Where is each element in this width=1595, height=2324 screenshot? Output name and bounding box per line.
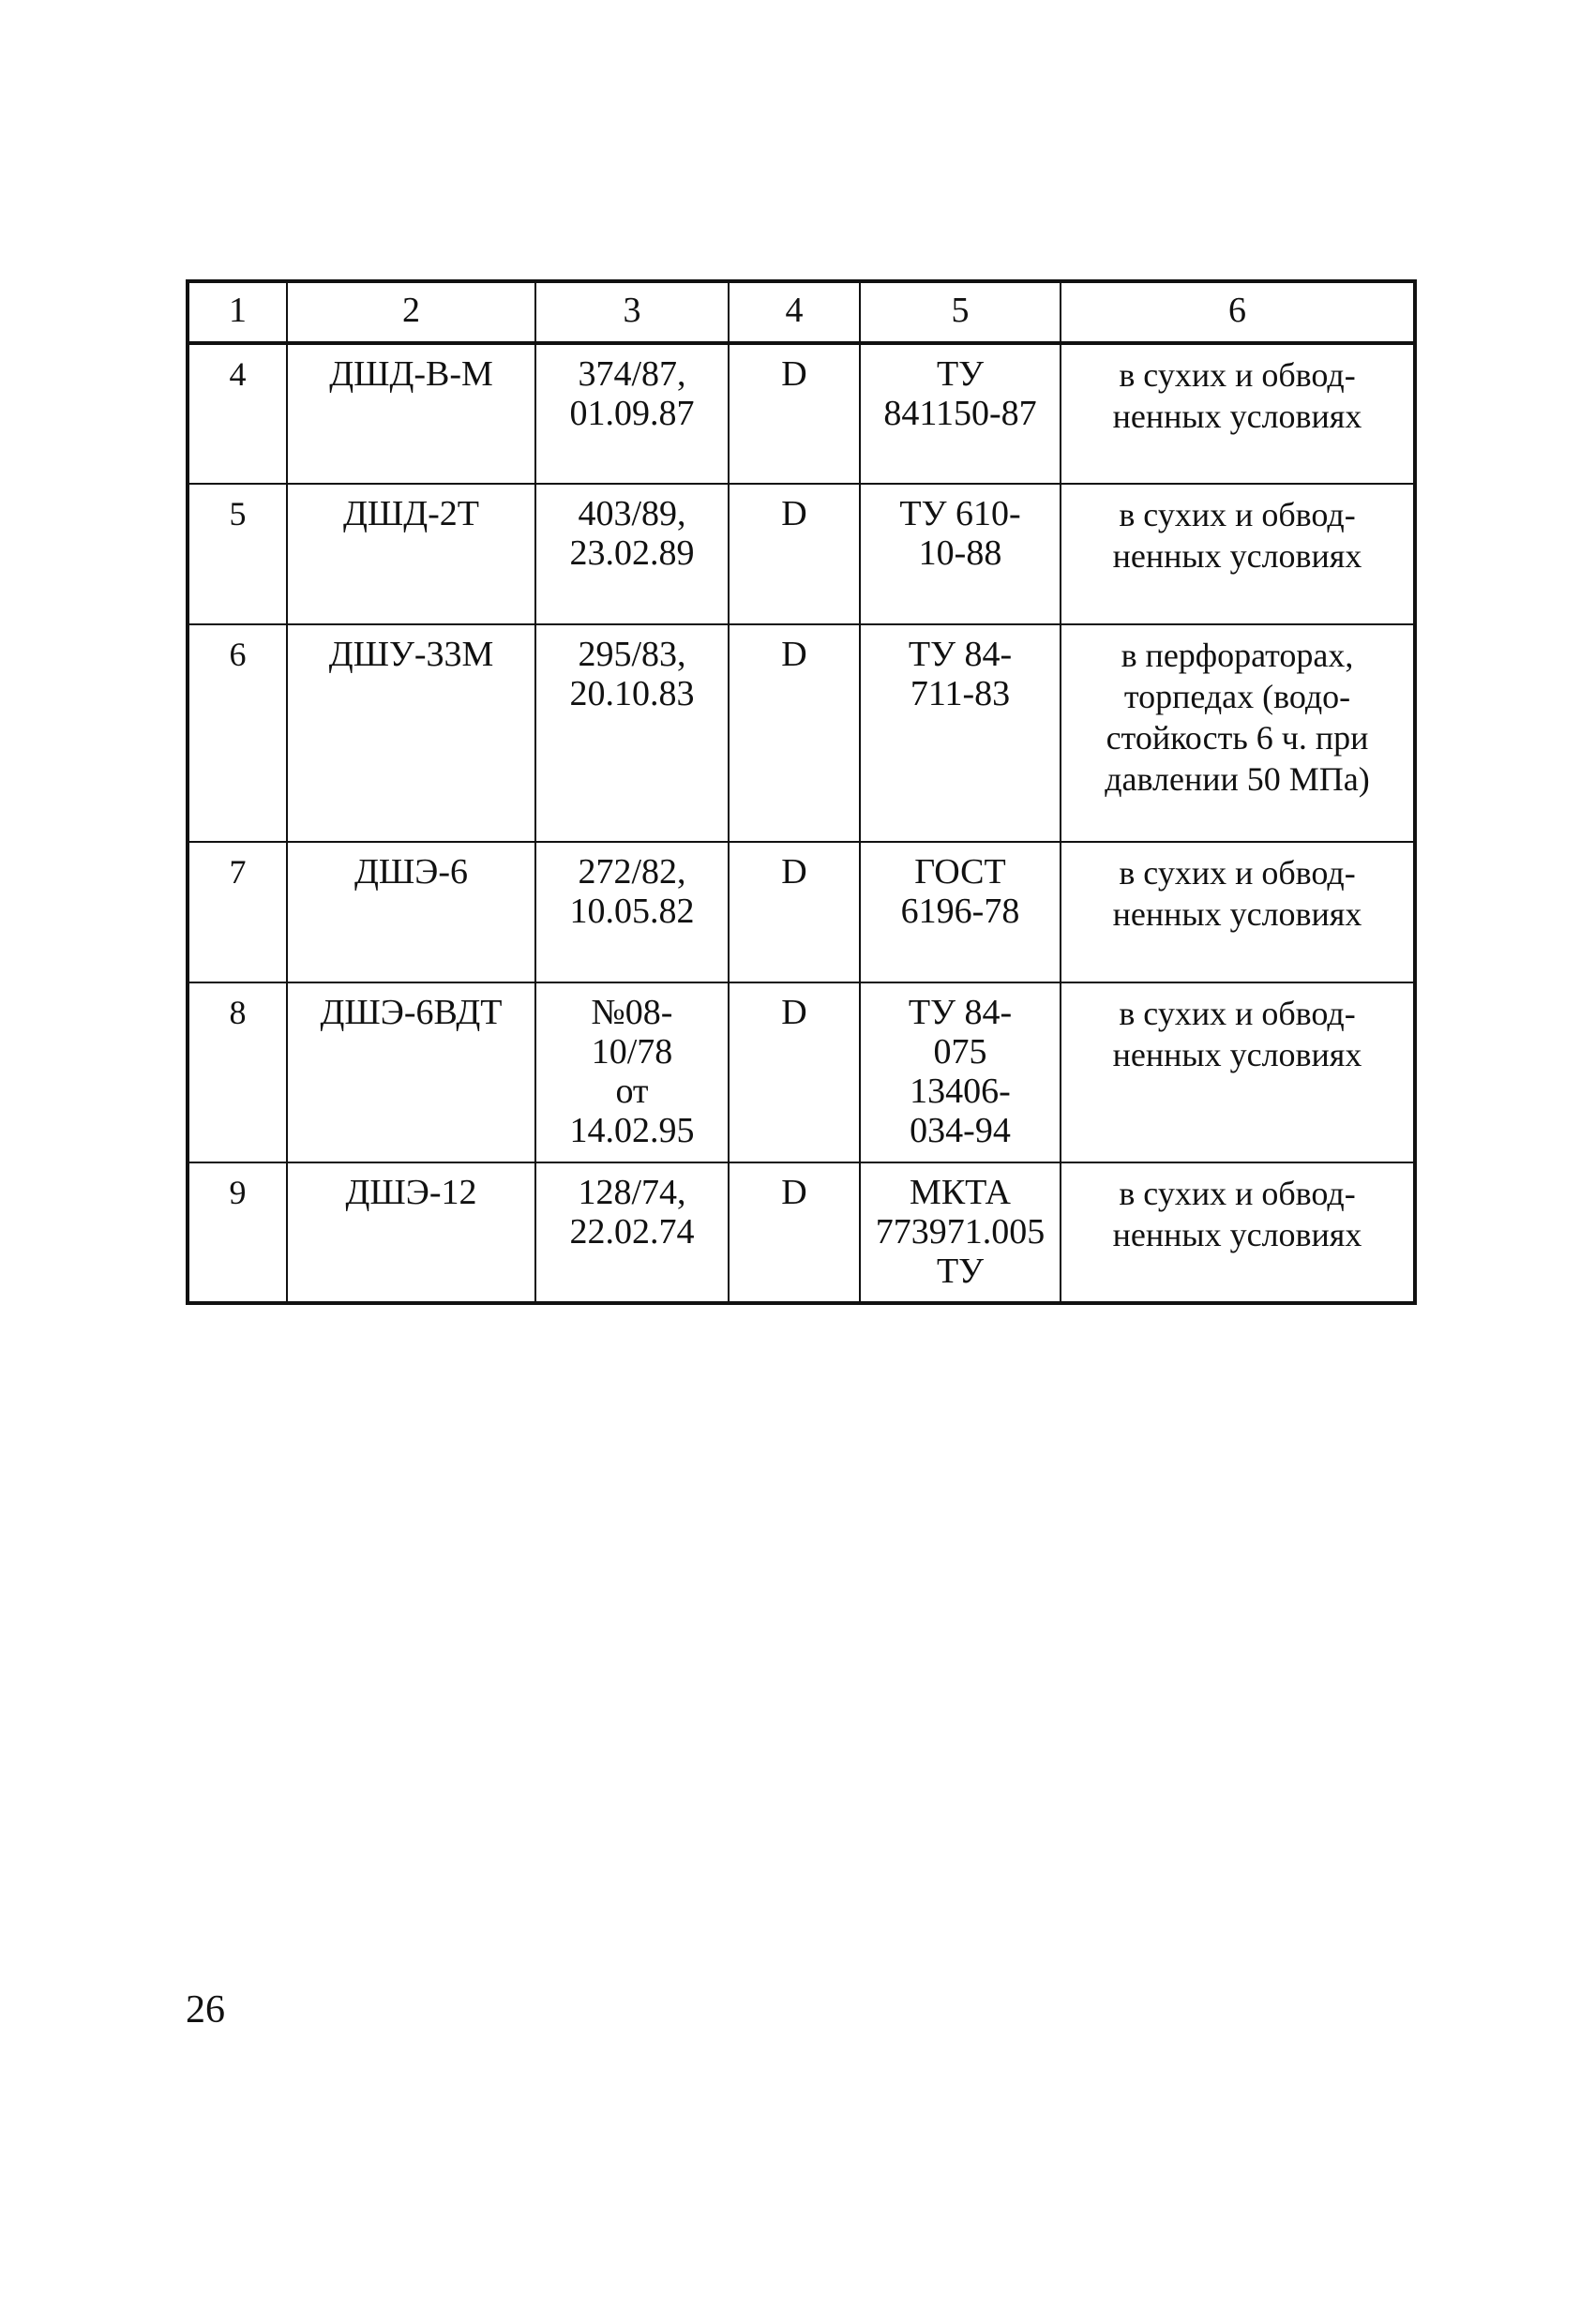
row-number-cell: 8 [188, 982, 287, 1162]
product-name-cell: ДШД-2Т [287, 484, 535, 624]
table-row [188, 484, 1415, 624]
page-number: 26 [186, 1988, 225, 2032]
usage-conditions-cell: в сухих и обвод- ненных условиях [1061, 484, 1415, 624]
class-cell: D [729, 842, 860, 982]
header-cell-5: 5 [860, 281, 1061, 343]
specification-cell: ТУ 84- 711-83 [860, 624, 1061, 842]
registration-cell: 374/87, 01.09.87 [535, 343, 729, 484]
product-name-cell: ДШЭ-6ВДТ [287, 982, 535, 1162]
table-row [188, 842, 1415, 982]
class-cell: D [729, 982, 860, 1162]
specification-cell: ГОСТ 6196-78 [860, 842, 1061, 982]
table-row [188, 982, 1415, 1162]
row-number-cell: 4 [188, 343, 287, 484]
usage-conditions-cell: в сухих и обвод- ненных условиях [1061, 982, 1415, 1162]
product-name-cell: ДШЭ-12 [287, 1162, 535, 1303]
specification-cell: ТУ 610- 10-88 [860, 484, 1061, 624]
header-cell-6: 6 [1061, 281, 1415, 343]
usage-conditions-cell: в сухих и обвод- ненных условиях [1061, 1162, 1415, 1303]
table-row [188, 624, 1415, 842]
product-name-cell: ДШЭ-6 [287, 842, 535, 982]
registration-cell: 128/74, 22.02.74 [535, 1162, 729, 1303]
registration-cell: 295/83, 20.10.83 [535, 624, 729, 842]
registration-cell: 272/82, 10.05.82 [535, 842, 729, 982]
specification-cell: ТУ 84- 075 13406- 034-94 [860, 982, 1061, 1162]
specification-cell: ТУ 841150-87 [860, 343, 1061, 484]
table-header-row [188, 281, 1415, 343]
row-number-cell: 9 [188, 1162, 287, 1303]
product-name-cell: ДШУ-33М [287, 624, 535, 842]
registration-cell: 403/89, 23.02.89 [535, 484, 729, 624]
table-row [188, 343, 1415, 484]
row-number-cell: 5 [188, 484, 287, 624]
header-cell-4: 4 [729, 281, 860, 343]
row-number-cell: 6 [188, 624, 287, 842]
table-row [188, 1162, 1415, 1303]
explosives-table [186, 279, 1417, 1305]
usage-conditions-cell: в сухих и обвод- ненных условиях [1061, 842, 1415, 982]
class-cell: D [729, 484, 860, 624]
header-cell-2: 2 [287, 281, 535, 343]
product-name-cell: ДШД-В-М [287, 343, 535, 484]
class-cell: D [729, 1162, 860, 1303]
registration-cell: №08- 10/78 от 14.02.95 [535, 982, 729, 1162]
header-cell-1: 1 [188, 281, 287, 343]
class-cell: D [729, 343, 860, 484]
class-cell: D [729, 624, 860, 842]
row-number-cell: 7 [188, 842, 287, 982]
header-cell-3: 3 [535, 281, 729, 343]
specification-cell: МКТА 773971.005 ТУ [860, 1162, 1061, 1303]
usage-conditions-cell: в перфораторах, торпедах (водо- стойкость 6 ч. при давлении 50 МПа) [1061, 624, 1415, 842]
usage-conditions-cell: в сухих и обвод- ненных условиях [1061, 343, 1415, 484]
